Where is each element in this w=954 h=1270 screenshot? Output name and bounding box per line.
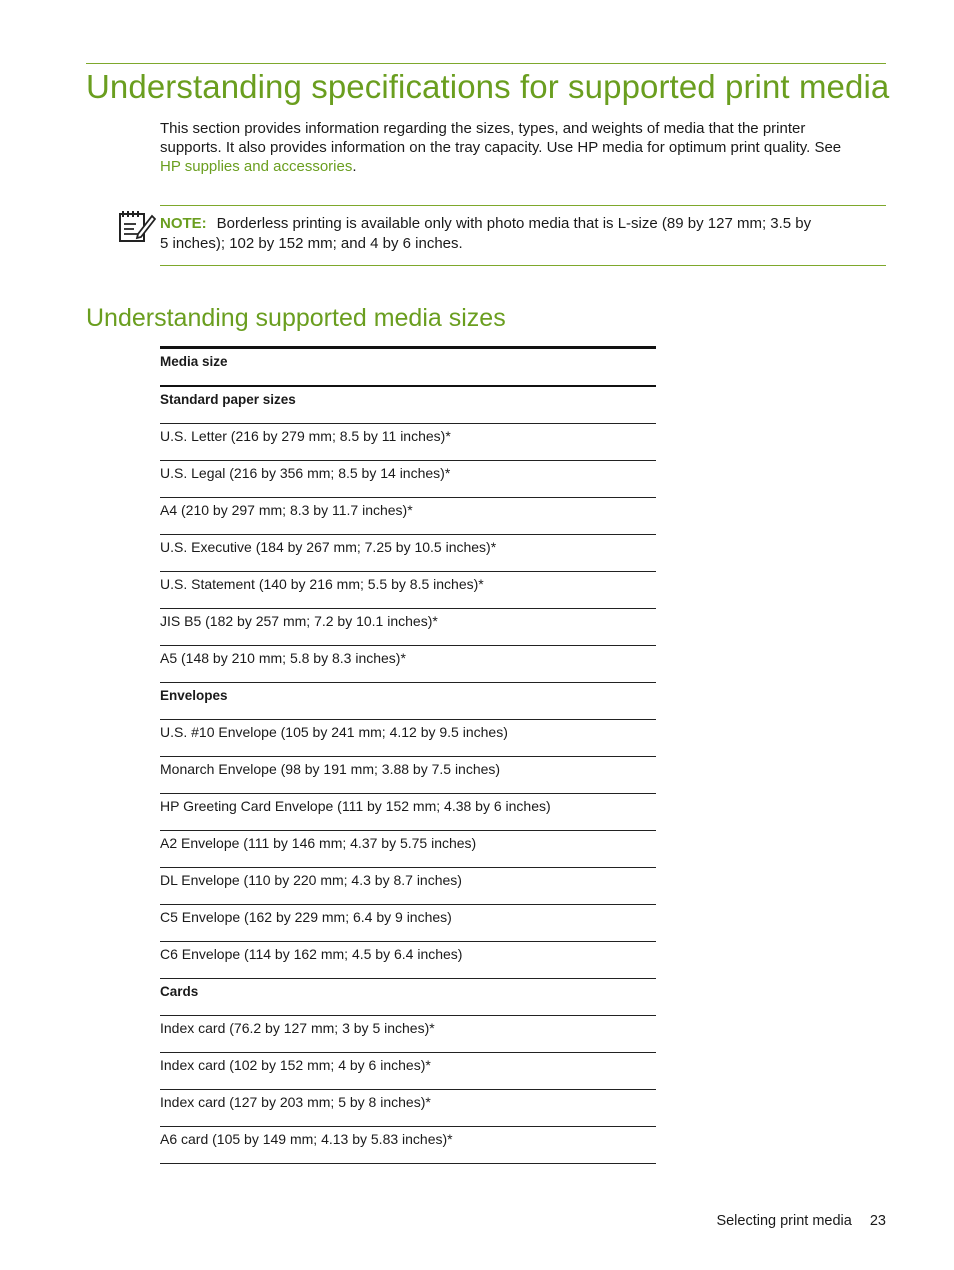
- table-cell: Envelopes: [160, 687, 228, 703]
- table-row: [160, 942, 656, 979]
- footer-section: Selecting print media: [716, 1213, 852, 1229]
- table-cell: U.S. Executive (184 by 267 mm; 7.25 by 10.5 inches)*: [160, 539, 497, 555]
- table-row: [160, 757, 656, 794]
- table-row: [160, 572, 656, 609]
- table-row: [160, 1127, 656, 1164]
- page-number: 23: [869, 1213, 886, 1229]
- table-body: [160, 387, 656, 1164]
- supplies-link[interactable]: HP supplies and accessories: [160, 158, 353, 175]
- page-title: Understanding specifications for supported print media: [86, 68, 890, 105]
- table-cell: Index card (127 by 203 mm; 5 by 8 inches)*: [160, 1094, 431, 1110]
- note-label: NOTE:: [160, 215, 207, 232]
- note-pad-icon: [116, 208, 156, 244]
- media-size-table: [160, 346, 656, 1164]
- table-row: [160, 1053, 656, 1090]
- top-rule: [86, 63, 886, 64]
- table-cell: C5 Envelope (162 by 229 mm; 6.4 by 9 inches): [160, 909, 452, 925]
- table-row: [160, 1090, 656, 1127]
- section-title: Understanding supported media sizes: [86, 304, 506, 332]
- table-header-label: Media size: [160, 353, 228, 369]
- table-row: [160, 831, 656, 868]
- table-cell: U.S. Statement (140 by 216 mm; 5.5 by 8.5 inches)*: [160, 576, 484, 592]
- table-cell: A5 (148 by 210 mm; 5.8 by 8.3 inches)*: [160, 650, 406, 666]
- table-cell: DL Envelope (110 by 220 mm; 4.3 by 8.7 inches): [160, 872, 462, 888]
- table-cell: A2 Envelope (111 by 146 mm; 4.37 by 5.75 inches): [160, 835, 477, 851]
- table-row: [160, 868, 656, 905]
- table-cell: Index card (76.2 by 127 mm; 3 by 5 inches)*: [160, 1020, 435, 1036]
- table-row: [160, 498, 656, 535]
- table-group-header: [160, 683, 656, 720]
- table-cell: JIS B5 (182 by 257 mm; 7.2 by 10.1 inches)*: [160, 613, 438, 629]
- table-cell: Index card (102 by 152 mm; 4 by 6 inches)*: [160, 1057, 431, 1073]
- table-group-header: [160, 387, 656, 424]
- table-row: [160, 794, 656, 831]
- table-row: [160, 1016, 656, 1053]
- table-row: [160, 535, 656, 572]
- table-cell: Cards: [160, 983, 199, 999]
- table-cell: U.S. Letter (216 by 279 mm; 8.5 by 11 inches)*: [160, 428, 451, 444]
- table-cell: Monarch Envelope (98 by 191 mm; 3.88 by 7.5 inches): [160, 761, 501, 777]
- table-row: [160, 424, 656, 461]
- note-text: Borderless printing is available only with photo media that is L-size (89 by 127 mm; 3.5 by 5 inches); 102 by 152 mm; and 4 by 6 inches.: [160, 215, 812, 252]
- table-cell: HP Greeting Card Envelope (111 by 152 mm; 4.38 by 6 inches): [160, 798, 551, 814]
- table-row: [160, 609, 656, 646]
- intro-text: This section provides information regarding the sizes, types, and weights of media that the printer supports. It also provides information on the tray capacity. Use HP media for optimum print quality. See: [160, 120, 842, 156]
- table-cell: C6 Envelope (114 by 162 mm; 4.5 by 6.4 inches): [160, 946, 463, 962]
- table-row: [160, 905, 656, 942]
- table-cell: U.S. #10 Envelope (105 by 241 mm; 4.12 by 9.5 inches): [160, 724, 508, 740]
- intro-paragraph: [160, 119, 860, 176]
- intro-end: .: [352, 158, 357, 175]
- table-group-header: [160, 979, 656, 1016]
- table-header: [160, 349, 656, 387]
- table-cell: A4 (210 by 297 mm; 8.3 by 11.7 inches)*: [160, 502, 413, 518]
- table-row: [160, 461, 656, 498]
- table-row: [160, 646, 656, 683]
- table-cell: A6 card (105 by 149 mm; 4.13 by 5.83 inches)*: [160, 1131, 453, 1147]
- page-footer: [716, 1213, 886, 1229]
- table-cell: Standard paper sizes: [160, 391, 296, 407]
- note-bottom-rule: [160, 265, 886, 266]
- note: [160, 214, 820, 254]
- note-top-rule: [160, 205, 886, 206]
- table-row: [160, 720, 656, 757]
- table-cell: U.S. Legal (216 by 356 mm; 8.5 by 14 inches)*: [160, 465, 451, 481]
